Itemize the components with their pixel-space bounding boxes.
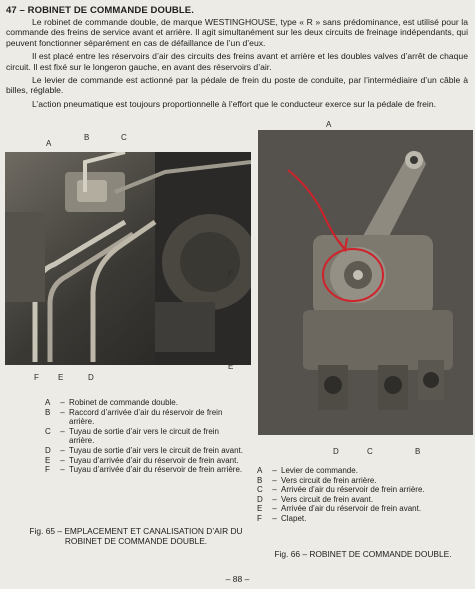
- legend-text: Tuyau de sortie d’air vers le circuit de frein avant.: [69, 445, 244, 455]
- legend-key: A: [45, 398, 51, 407]
- legend-text: Clapet.: [281, 513, 307, 523]
- fig66-callout-a: A: [326, 120, 332, 129]
- legend-item: [257, 514, 472, 524]
- legend-dash: –: [272, 475, 277, 485]
- legend-dash: –: [272, 504, 277, 514]
- legend-item: [45, 456, 245, 466]
- legend-item: [257, 485, 472, 495]
- paragraph-1: Le robinet de commande double, de marque WESTINGHOUSE, type « R » sans prédominance, est utilisé pour la commande des freins de service avant et arrière. Il agit simultanément sur les deux circuits de freinage indépendants, qui peuvent fonctionner séparément en cas de défaillance de l’un d’eux.: [6, 17, 468, 48]
- legend-item: [45, 427, 245, 446]
- legend-key: E: [45, 455, 51, 465]
- figure-65-illustration: [5, 152, 251, 365]
- legend-text: Arrivée d’air du réservoir de frein arrière.: [281, 485, 425, 495]
- figure-65-photo: [5, 152, 251, 365]
- fig65-callout-b: B: [84, 133, 90, 142]
- legend-item: [45, 398, 245, 408]
- legend-text: Raccord d’arrivée d’air du réservoir de frein arrière.: [69, 407, 223, 427]
- legend-key: D: [257, 494, 263, 504]
- figure-66-photo: [258, 130, 473, 435]
- legend-item: [257, 504, 472, 514]
- legend-key: F: [257, 513, 262, 523]
- figure-65-legend: [45, 398, 245, 475]
- fig65-callout-c: C: [121, 133, 127, 142]
- fig65-callout-d: D: [88, 373, 94, 382]
- legend-text: Vers circuit de frein avant.: [281, 494, 374, 504]
- fig65-callout-a: A: [46, 139, 52, 148]
- legend-text: Tuyau de sortie d’air vers le circuit de frein arrière.: [69, 426, 219, 446]
- paragraph-3: Le levier de commande est actionné par la pédale de frein du poste de conduite, par l’intermédiaire d’un câble à billes, réglable.: [6, 75, 468, 96]
- section-body: [6, 17, 468, 112]
- legend-key: F: [45, 465, 50, 475]
- fig65-callout-e: E: [58, 373, 64, 382]
- fig65-callout-f: F: [34, 373, 39, 382]
- legend-dash: –: [60, 455, 65, 465]
- fig66-callout-f: F: [228, 269, 233, 278]
- legend-dash: –: [60, 465, 65, 475]
- figure-66-illustration: [258, 130, 473, 435]
- section-heading: 47 – ROBINET DE COMMANDE DOUBLE.: [6, 5, 194, 16]
- fig66-callout-b: B: [415, 447, 421, 456]
- legend-item: [257, 466, 472, 476]
- legend-item: [257, 476, 472, 486]
- fig66-callout-d: D: [333, 447, 339, 456]
- legend-key: E: [257, 504, 263, 514]
- legend-key: B: [45, 407, 51, 417]
- legend-dash: –: [60, 407, 65, 417]
- legend-text: Tuyau d’arrivée d’air du réservoir de frein avant.: [69, 455, 239, 465]
- legend-text: Robinet de commande double.: [69, 398, 178, 407]
- legend-key: B: [257, 475, 263, 485]
- legend-dash: –: [272, 485, 277, 495]
- paragraph-2: Il est placé entre les réservoirs d’air des circuits des freins avant et arrière et les doubles valves d’arrêt de chaque circuit. Il est fixé sur le longeron gauche, en avant des réservoirs d’air.: [6, 51, 468, 72]
- legend-item: [45, 465, 245, 475]
- fig66-callout-e: E: [228, 362, 234, 371]
- legend-key: D: [45, 445, 51, 455]
- legend-item: [45, 446, 245, 456]
- legend-dash: –: [272, 494, 277, 504]
- legend-text: Vers circuit de frein arrière.: [281, 475, 377, 485]
- legend-dash: –: [60, 445, 65, 455]
- legend-text: Tuyau d’arrivée d’air du réservoir de frein arrière.: [69, 465, 243, 475]
- legend-dash: –: [60, 426, 65, 436]
- fig66-callout-c: C: [367, 447, 373, 456]
- figure-66-legend: [257, 466, 472, 524]
- legend-key: C: [257, 485, 263, 495]
- legend-key: A: [257, 466, 263, 475]
- paragraph-4: L’action pneumatique est toujours proportionnelle à l’effort que le conducteur exerce sur la pédale de frein.: [32, 98, 437, 109]
- legend-item: [45, 408, 245, 427]
- figure-65-caption: Fig. 65 – EMPLACEMENT ET CANALISATION D’AIR DU ROBINET DE COMMANDE DOUBLE.: [29, 526, 243, 546]
- page-number: – 88 –: [225, 574, 250, 584]
- legend-text: Levier de commande.: [281, 466, 358, 475]
- legend-dash: –: [272, 466, 277, 475]
- legend-item: [257, 495, 472, 505]
- legend-text: Arrivée d’air du réservoir de frein avant.: [281, 504, 422, 514]
- figure-66-caption: Fig. 66 – ROBINET DE COMMANDE DOUBLE.: [274, 549, 452, 559]
- legend-key: C: [45, 426, 51, 436]
- legend-dash: –: [272, 513, 277, 523]
- legend-dash: –: [60, 398, 65, 407]
